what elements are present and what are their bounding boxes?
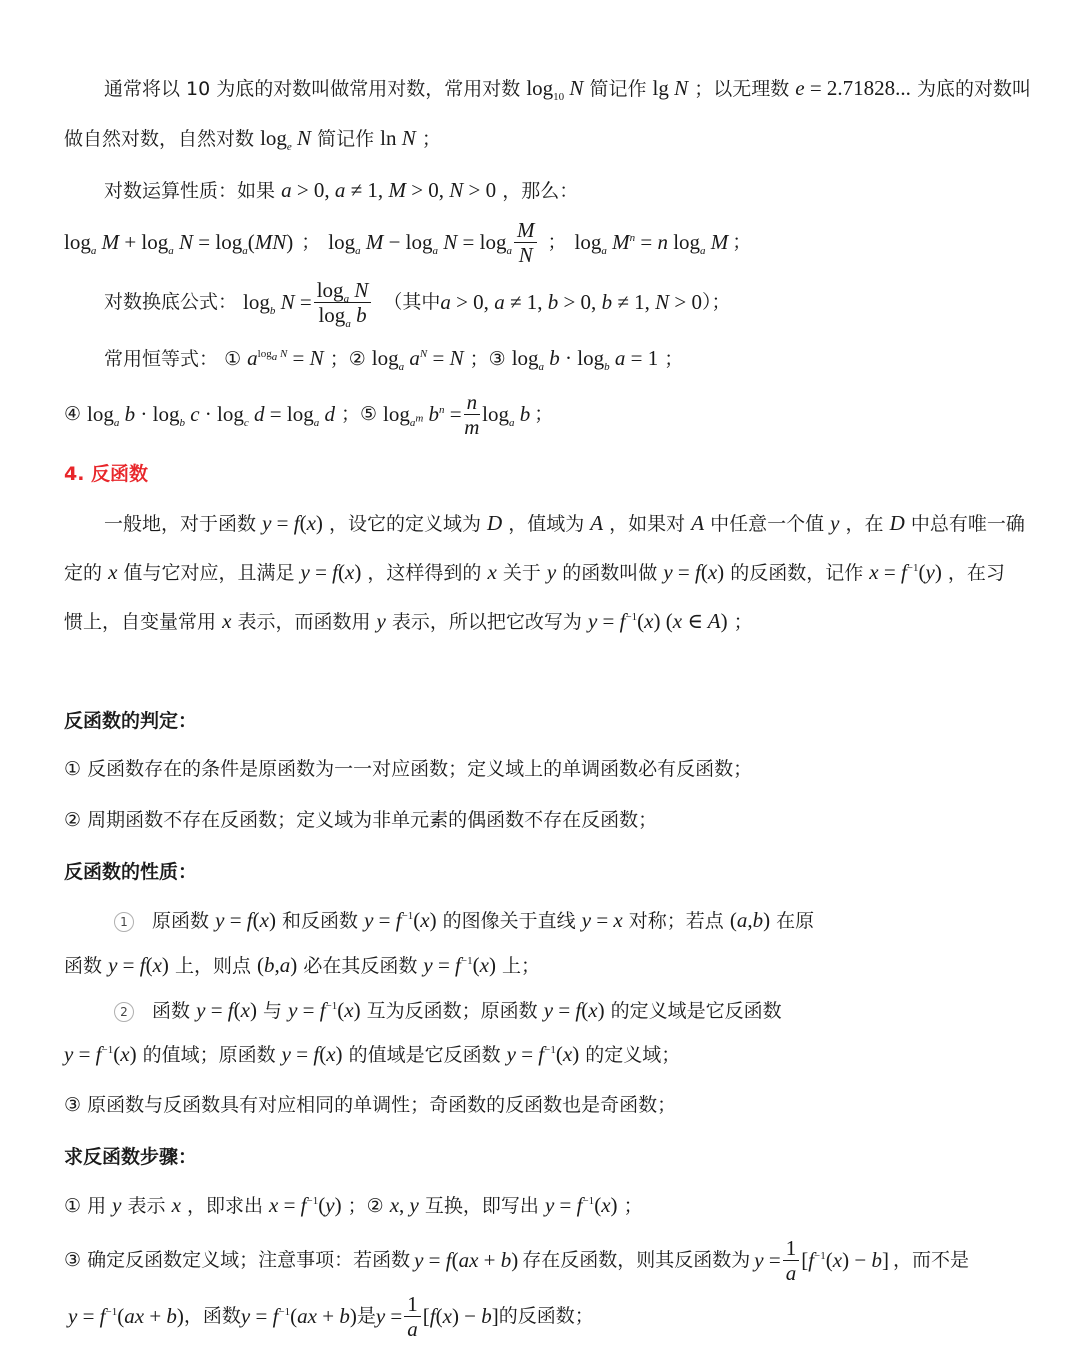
- circled-number-2: 2: [114, 1002, 134, 1022]
- log-props-condition: 对数运算性质：如果 a > 0, a ≠ 1, M > 0, N > 0 ，那么：: [104, 178, 579, 202]
- steps-line-3: ③ 确定反函数定义域；注意事项：若函数 y = f(ax + b) 存在反函数，则其反函数为 y = $\frac{1}{a}$ $[f^{-1}(x) - b]$ ，而不是: [64, 1235, 969, 1285]
- inverse-heading: 4. 反函数: [64, 463, 149, 485]
- prop-title: 反函数的性质：: [64, 861, 198, 883]
- log-props-formulas: $\log_a M + \log_a N = \log_a(MN)$ ； $\log_a M - \log_a N = \log_a$ $\frac{M}{N}$ ； $\log_a M^n = n$ $\log_a M$ ；: [64, 217, 752, 267]
- log-natural-line: 做自然对数，自然对数 $\log_e N$ 简记作 ln N ；: [64, 126, 441, 154]
- prop-item-2-cont: $y = f^{-1}(x)$ 的值域；原函数 y = f(x) 的值域是它反函数 $y = f^{-1}(x)$ 的定义域；: [64, 1042, 681, 1066]
- prop-item-2: 2 函数 y = f(x) 与 $y = f^{-1}(x)$ 互为反函数；原函数 y = f(x) 的定义域是它反函数: [114, 996, 782, 1025]
- log-identities-2: ④ $\log_a b \cdot \log_b c \cdot \log_c d = \log_a d$ ；⑤ $\log_{a^m} b^n$ = $\frac{n}{m}$ $\log_a b$ ；: [64, 389, 554, 439]
- log-change-of-base: 对数换底公式： $\log_b N$ = $\frac{\log_a N}{\log_a b}$ （其中 a > 0, a ≠ 1, b > 0, b ≠ 1, N > 0 ）；: [104, 277, 731, 330]
- prop-item-1: 1 原函数 y = f(x) 和反函数 $y = f^{-1}(x)$ 的图像关于直线 y = x 对称；若点 (a,b) 在原: [114, 906, 814, 935]
- inverse-def-line3: 惯上，自变量常用 x 表示，而函数用 y 表示，所以把它改写为 $y = f^{-1}(x)$ (x ∈ A) ；: [64, 609, 753, 633]
- prop-item-3: ③ 原函数与反函数具有对应相同的单调性；奇函数的反函数也是奇函数；: [64, 1094, 677, 1116]
- steps-line-1: ① 用 y 表示 x ，即求出 $x = f^{-1}(y)$ ；② x, y 互换，即写出 $y = f^{-1}(x)$ ；: [64, 1193, 643, 1217]
- log-common-line: 通常将以 10 为底的对数叫做常用对数，常用对数 $\log_{10} N$ 简记作 lg N ；以无理数 e = 2.71828... 为底的对数叫: [104, 76, 1031, 104]
- log-identities-1: 常用恒等式： ① $a^{log_a N} = N$ ；② $\log_a a^N = N$ ；③ $\log_a b \cdot \log_b a = 1$ ；: [104, 346, 684, 374]
- steps-title: 求反函数步骤：: [64, 1146, 198, 1168]
- judge-title: 反函数的判定：: [64, 710, 198, 732]
- steps-line-4: $y = f^{-1}(ax + b)$ ，函数 $y = f^{-1}(ax + b)$ 是 y = $\frac{1}{a}$ [f(x) − b] 的反函数；: [68, 1291, 594, 1341]
- inverse-def-line1: 一般地，对于函数 y = f(x) ，设它的定义域为 D ，值域为 A ，如果对 A 中任意一个值 y ，在 D 中总有唯一确: [104, 511, 1025, 535]
- prop-item-1-cont: 函数 y = f(x) 上，则点 (b,a) 必在其反函数 $y = f^{-1}(x)$ 上；: [64, 953, 540, 977]
- judge-item-2: ② 周期函数不存在反函数；定义域为非单元素的偶函数不存在反函数；: [64, 809, 658, 831]
- circled-number-1: 1: [114, 912, 134, 932]
- judge-item-1: ① 反函数存在的条件是原函数为一一对应函数；定义域上的单调函数必有反函数；: [64, 758, 753, 780]
- inverse-def-line2: 定的 x 值与它对应，且满足 y = f(x) ，这样得到的 x 关于 y 的函数叫做 y = f(x) 的反函数，记作 $x = f^{-1}(y)$ ，在习: [64, 560, 1005, 584]
